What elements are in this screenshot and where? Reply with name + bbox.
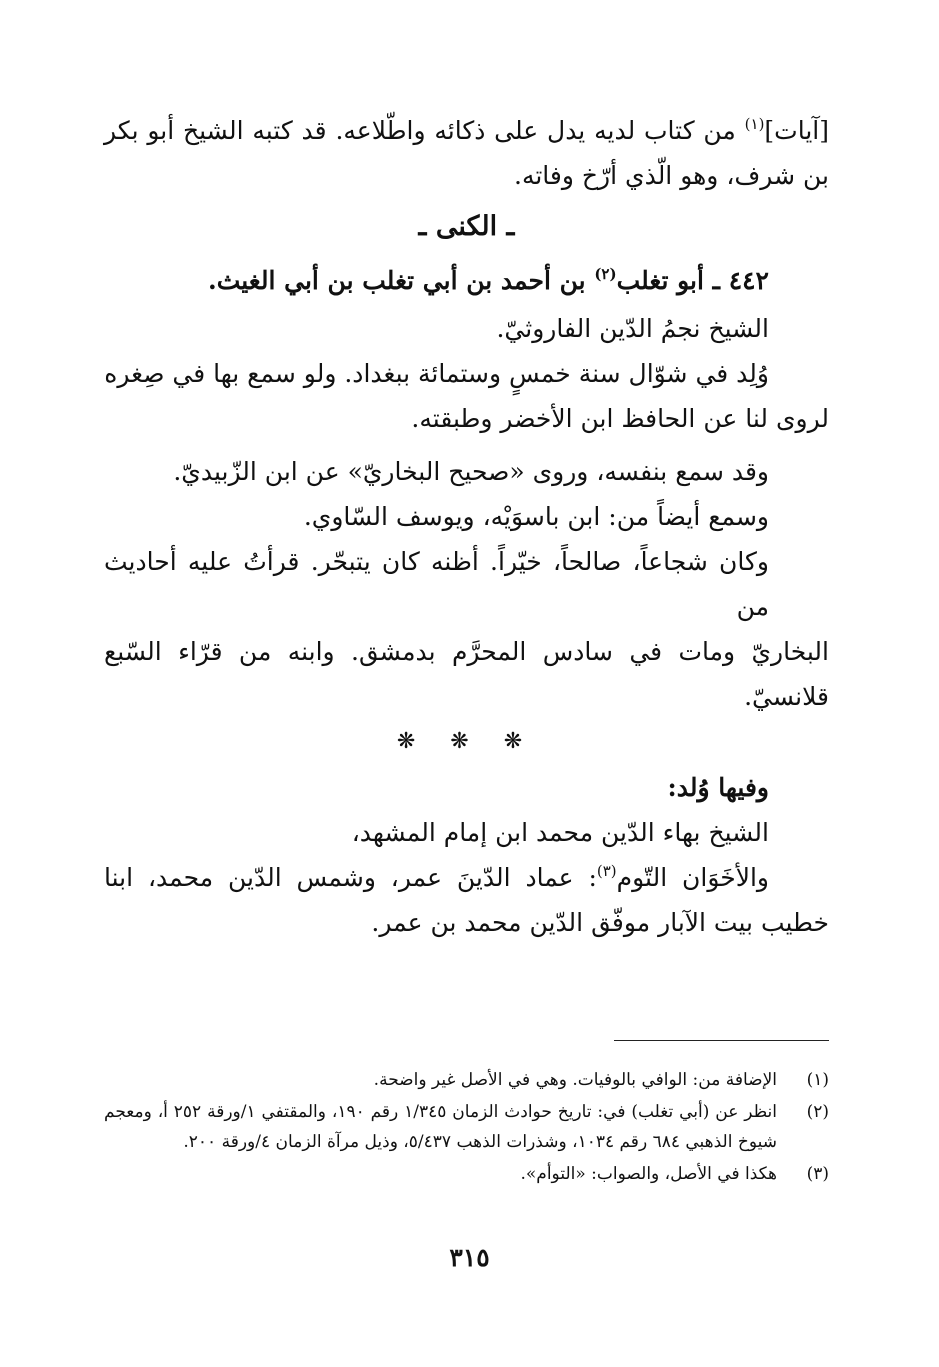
- footnote-number: (٢): [806, 1102, 829, 1122]
- intro-text-start: [آيات]: [764, 116, 829, 145]
- footnote-1: [104, 1065, 829, 1095]
- born-line-2-rest: : عماد الدّينَ عمر، وشمس الدّين محمد، ابنا خطيب: [104, 863, 829, 937]
- entry-death-line: البخاريّ ومات في سادس المحرَّم بدمشق. وابنه من قرّاء السّبع قلانسيّ.: [104, 637, 829, 711]
- entry-heading: [104, 256, 829, 306]
- entry-birth-line: وُلِد في شوّال سنة خمسٍ وستمائة ببغداد. ولو سمع بها في صِغره: [104, 359, 769, 388]
- footnotes: [104, 1065, 829, 1191]
- footnote-3: [104, 1159, 829, 1189]
- section-separator-stars: ❋ ❋ ❋: [396, 729, 537, 754]
- footnote-text: الإضافة من: الوافي بالوفيات. وهي في الأصل غير واضحة.: [373, 1070, 777, 1090]
- born-line-3: بيت الآبار موفّق الدّين محمد بن عمر.: [371, 908, 753, 937]
- footnote-divider: [614, 1040, 829, 1041]
- footnote-ref-2[interactable]: (٢): [594, 265, 617, 283]
- footnote-number: (١): [806, 1070, 829, 1090]
- footnote-ref-3[interactable]: (٣): [596, 862, 617, 880]
- entry-character-line: وكان شجاعاً، صالحاً، خيّراً. أظنه كان يتبحّر. قرأتُ عليه أحاديث من: [104, 547, 769, 621]
- footnote-text: هكذا في الأصل، والصواب: «التوأم».: [520, 1164, 777, 1184]
- intro-text-end: شرف، وهو الّذي أرّخ وفاته.: [514, 161, 796, 190]
- born-subheading: وفيها وُلد:: [667, 773, 769, 802]
- entry-hearing-line: وقد سمع بنفسه، وروى «صحيح البخاريّ» عن ابن الزّبيديّ.: [173, 457, 769, 486]
- born-line-1: الشيخ بهاء الدّين محمد ابن إمام المشهد،: [351, 818, 769, 847]
- entry-title-line: الشيخ نجمُ الدّين الفاروثيّ.: [496, 314, 769, 343]
- page-number: ٣١٥: [449, 1243, 490, 1272]
- entry-birth-line-cont: لروى لنا عن الحافظ ابن الأخضر وطبقته.: [411, 404, 829, 433]
- footnote-ref-1[interactable]: (١): [744, 115, 765, 133]
- entry-teachers-line: وسمع أيضاً من: ابن باسوَيْه، ويوسف السّاوي.: [303, 502, 769, 531]
- entry-birth-paragraph: [104, 351, 829, 441]
- intro-paragraph: [104, 108, 829, 198]
- section-heading: ـ الكنى ـ: [418, 211, 515, 242]
- footnote-number: (٣): [806, 1164, 829, 1184]
- born-line-2-start: والأخَوَان التّوم: [616, 863, 769, 892]
- entry-character-paragraph: [104, 539, 829, 719]
- entry-heading-rest: بن أحمد بن أبي تغلب بن أبي الغيث.: [207, 266, 595, 295]
- main-text: [104, 108, 829, 945]
- footnote-2: [104, 1097, 829, 1157]
- footnote-text: انظر عن (أبي تغلب) في: تاريخ حوادث الزمان ١/٣٤٥ رقم ١٩٠، والمقتفي ١/ورقة ٢٥٢ أ، ومعجم شيوخ الذهبي ٦٨٤ رقم ١٠٣٤، وشذرات الذهب ٥/٤٣٧، وذيل مرآة الزمان ٤/ورقة ٢٠٠.: [104, 1102, 777, 1152]
- intro-text-rest: من كتاب لديه يدل على ذكائه واطّلاعه. قد كتبه الشيخ أبو بكر بن: [104, 116, 829, 190]
- entry-heading-start: ٤٤٢ ـ أبو تغلب: [616, 266, 769, 295]
- born-paragraph: [104, 855, 829, 945]
